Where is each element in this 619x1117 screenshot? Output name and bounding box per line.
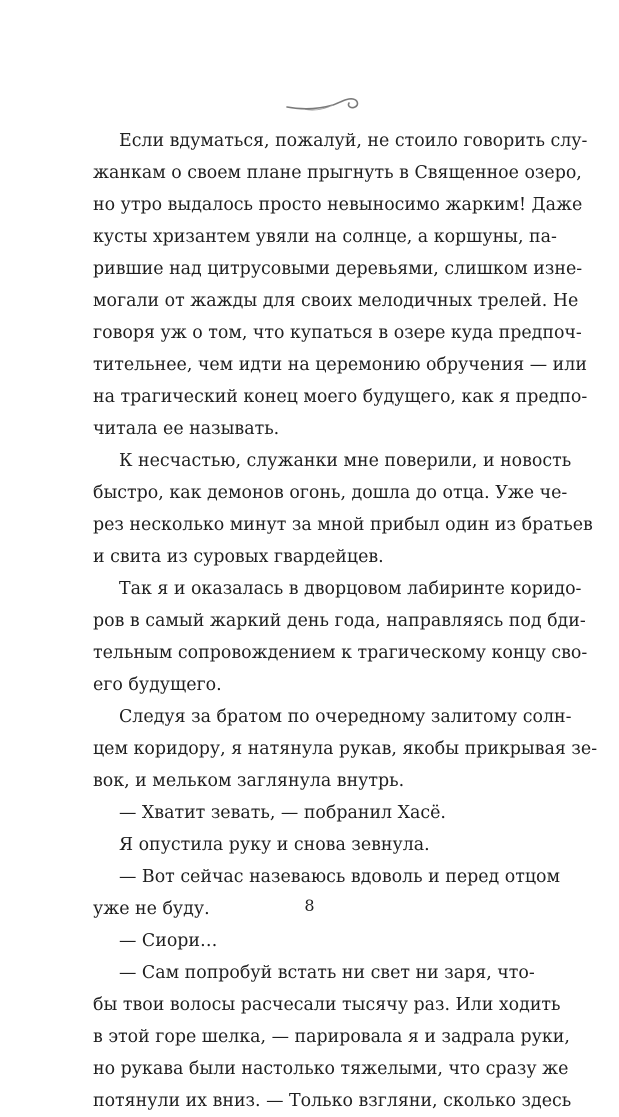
text-line: — Сам попробуй встать ни свет ни заря, что- <box>119 963 535 983</box>
text-line: — Сиори… <box>119 931 218 951</box>
text-line: и свита из суровых гвардейцев. <box>93 547 384 567</box>
text-line: в этой горе шелка, — парировала я и задрала руки, <box>93 1027 570 1047</box>
swirl-ornament-icon <box>285 92 361 118</box>
text-line: К несчастью, служанки мне поверили, и новость <box>119 451 572 471</box>
text-line: читала ее называть. <box>93 419 280 439</box>
text-line: рез несколько минут за мной прибыл один из братьев <box>93 515 593 535</box>
text-line: рившие над цитрусовыми деревьями, слишком изне- <box>93 259 583 279</box>
text-line: потянули их вниз. — Только взгляни, сколько здесь <box>93 1091 572 1111</box>
text-line: говоря уж о том, что купаться в озере куда предпоч- <box>93 323 582 343</box>
text-line: могали от жажды для своих мелодичных трелей. Не <box>93 291 579 311</box>
text-line: — Хватит зевать, — побранил Хасё. <box>119 803 446 823</box>
text-line: его будущего. <box>93 675 222 695</box>
text-line: тельным сопровождением к трагическому концу сво- <box>93 643 588 663</box>
text-line: жанкам о своем плане прыгнуть в Священное озеро, <box>93 163 582 183</box>
text-line: тительнее, чем идти на церемонию обручения — или <box>93 355 587 375</box>
text-line: Если вдуматься, пожалуй, не стоило говорить слу- <box>119 131 588 151</box>
text-line: Следуя за братом по очередному залитому солн- <box>119 707 572 727</box>
text-line: Я опустила руку и снова зевнула. <box>119 835 430 855</box>
text-line: но рукава были настолько тяжелыми, что сразу же <box>93 1059 569 1079</box>
text-line: но утро выдалось просто невыносимо жарким! Даже <box>93 195 583 215</box>
text-line: ров в самый жаркий день года, направляясь под бди- <box>93 611 586 631</box>
text-line: Так я и оказалась в дворцовом лабиринте коридо- <box>119 579 582 599</box>
text-line: вок, и мельком заглянула внутрь. <box>93 771 405 791</box>
text-line: — Вот сейчас назеваюсь вдоволь и перед отцом <box>119 867 561 887</box>
text-line: уже не буду. <box>93 899 210 919</box>
text-line: на трагический конец моего будущего, как я предпо- <box>93 387 588 407</box>
text-line: кусты хризантем увяли на солнце, а коршуны, па- <box>93 227 557 247</box>
text-line: цем коридору, я натянула рукав, якобы прикрывая зе- <box>93 739 598 759</box>
text-line: бы твои волосы расчесали тысячу раз. Или ходить <box>93 995 561 1015</box>
page-number: 8 <box>304 896 315 915</box>
text-line: быстро, как демонов огонь, дошла до отца. Уже че- <box>93 483 568 503</box>
